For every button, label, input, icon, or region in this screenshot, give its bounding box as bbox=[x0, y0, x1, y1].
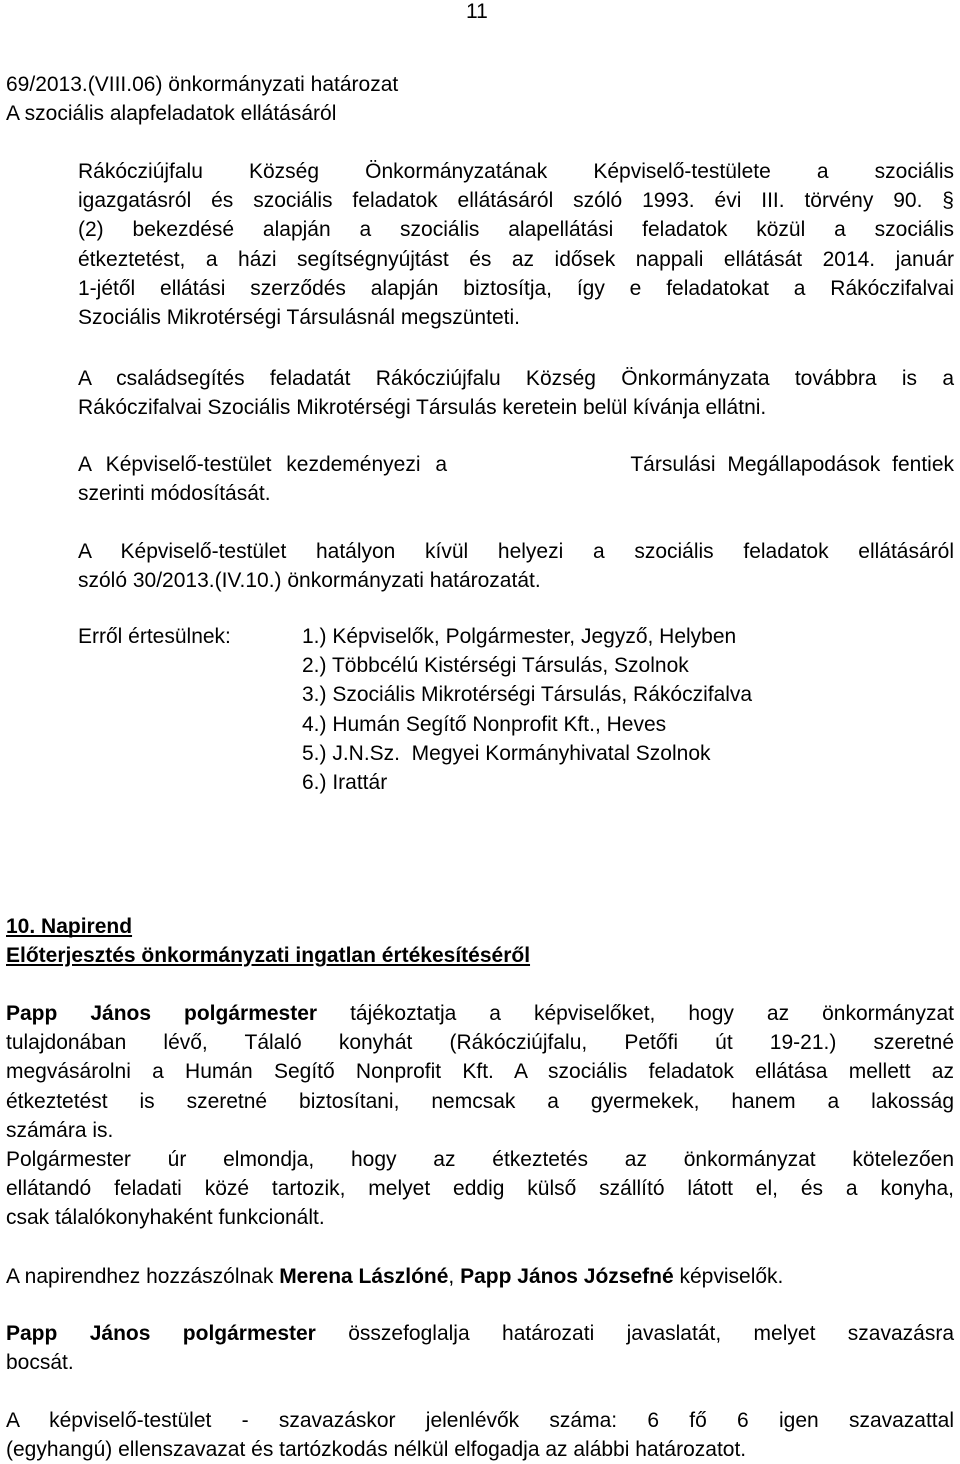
text-line: bocsát. bbox=[6, 1351, 74, 1375]
resolution-paragraph-1 bbox=[78, 157, 954, 332]
text-line: Polgármester úr elmondja, hogy az étkeztetés az önkormányzat kötelezően bbox=[6, 1148, 954, 1171]
text-line bbox=[6, 1319, 954, 1348]
page-number: 11 bbox=[466, 0, 488, 23]
agenda-paragraph-2 bbox=[6, 1145, 954, 1233]
text-line: A Képviselő-testület hatályon kívül helyezi a szociális feladatok ellátásáról bbox=[78, 540, 954, 563]
text-line bbox=[6, 1262, 954, 1291]
list-item: 1.) Képviselők, Polgármester, Jegyző, Helyben bbox=[302, 625, 737, 648]
text-line: tulajdonában lévő, Tálaló konyhát (Rákócziújfalu, Petőfi út 19-21.) szeretné bbox=[6, 1031, 954, 1055]
list-item: 4.) Humán Segítő Nonprofit Kft., Heves bbox=[302, 712, 667, 736]
agenda-number bbox=[6, 912, 954, 941]
text-line: szóló 30/2013.(IV.10.) önkormányzati határozatát. bbox=[78, 569, 541, 593]
speaker-name: Papp János polgármester bbox=[6, 1322, 316, 1345]
text-line: csak tálalókonyhaként funkcionált. bbox=[6, 1206, 325, 1230]
text-line: Rákóczifalvai Szociális Mikrotérségi Társulás keretein belül kívánja ellátni. bbox=[78, 396, 767, 420]
text-line: megvásárolni a Humán Segítő Nonprofit Kft. A szociális feladatok ellátása mellett az bbox=[6, 1060, 954, 1084]
text-line: A képviselő-testület - szavazáskor jelenlévők száma: 6 fő 6 igen szavazattal bbox=[6, 1409, 954, 1432]
text-segment: , bbox=[448, 1265, 461, 1288]
resolution-number: 69/2013.(VIII.06) önkormányzati határozat bbox=[6, 73, 399, 96]
agenda-paragraph-5 bbox=[6, 1406, 954, 1464]
distribution-label: Erről értesülnek: bbox=[78, 625, 231, 648]
text-line: A családsegítés feladatát Rákócziújfalu Község Önkormányzata továbbra is a bbox=[78, 367, 954, 390]
resolution-heading bbox=[6, 70, 954, 128]
resolution-title: A szociális alapfeladatok ellátásáról bbox=[6, 102, 337, 126]
speaker-name: Papp János Józsefné bbox=[460, 1265, 674, 1288]
speaker-name: Merena Lászlóné bbox=[279, 1265, 449, 1288]
text-line: Rákócziújfalu Község Önkormányzatának Képviselő-testülete a szociális bbox=[78, 160, 954, 183]
text-line: ellátandó feladati közé tartozik, melyet eddig külső szállító látott el, és a konyha, bbox=[6, 1177, 954, 1201]
agenda-paragraph-3 bbox=[6, 1262, 954, 1291]
list-item: 5.) J.N.Sz. Megyei Kormányhivatal Szolnok bbox=[302, 741, 711, 765]
text-line: 1-jétől ellátási szerződés alapján biztosítja, így e feladatokat a Rákóczifalvai bbox=[78, 276, 954, 300]
text-segment-right: Társulási Megállapodások fentiek bbox=[630, 453, 954, 476]
resolution-paragraph-2 bbox=[78, 364, 954, 422]
text-segment-left: A Képviselő-testület kezdeményezi a bbox=[78, 453, 448, 476]
resolution-paragraph-4 bbox=[78, 537, 954, 595]
text-segment: összefoglalja határozati javaslatát, melyet szavazásra bbox=[315, 1322, 954, 1345]
text-segment: A napirendhez hozzászólnak bbox=[6, 1265, 280, 1288]
text-line: (egyhangú) ellenszavazat és tartózkodás nélkül elfogadja az alábbi határozatot. bbox=[6, 1438, 747, 1462]
text-line: szerinti módosítását. bbox=[78, 482, 271, 506]
list-item: 6.) Irattár bbox=[302, 771, 388, 795]
list-item: 2.) Többcélú Kistérségi Társulás, Szolnok bbox=[302, 654, 689, 678]
text-line bbox=[6, 999, 954, 1028]
text-segment: képviselők. bbox=[673, 1265, 784, 1288]
agenda-number-text: 10. Napirend bbox=[6, 915, 133, 938]
list-item: 3.) Szociális Mikrotérségi Társulás, Rákóczifalva bbox=[302, 683, 753, 707]
text-line: (2) bekezdésé alapján a szociális alapellátási feladatok közül a szociális bbox=[78, 218, 954, 242]
text-line: igazgatásról és szociális feladatok ellátásáról szóló 1993. évi III. törvény 90. § bbox=[78, 189, 954, 213]
text-segment: tájékoztatja a képviselőket, hogy az önkormányzat bbox=[350, 1002, 954, 1025]
text-line: étkeztetést, a házi segítségnyújtást és az idősek nappali ellátását 2014. január bbox=[78, 247, 954, 271]
speaker-name: Papp János polgármester bbox=[6, 1002, 318, 1025]
resolution-paragraph-3 bbox=[78, 450, 954, 508]
text-line: étkeztetést is szeretné biztosítani, nemcsak a gyermekek, hanem a lakosság bbox=[6, 1089, 954, 1113]
text-line: számára is. bbox=[6, 1118, 114, 1142]
agenda-paragraph-1 bbox=[6, 999, 954, 1145]
text-line: Szociális Mikrotérségi Társulásnál megszünteti. bbox=[78, 306, 520, 330]
agenda-paragraph-4 bbox=[6, 1319, 954, 1377]
agenda-heading bbox=[6, 912, 954, 970]
distribution-list bbox=[302, 622, 752, 797]
agenda-title: Előterjesztés önkormányzati ingatlan értékesítéséről bbox=[6, 944, 531, 968]
